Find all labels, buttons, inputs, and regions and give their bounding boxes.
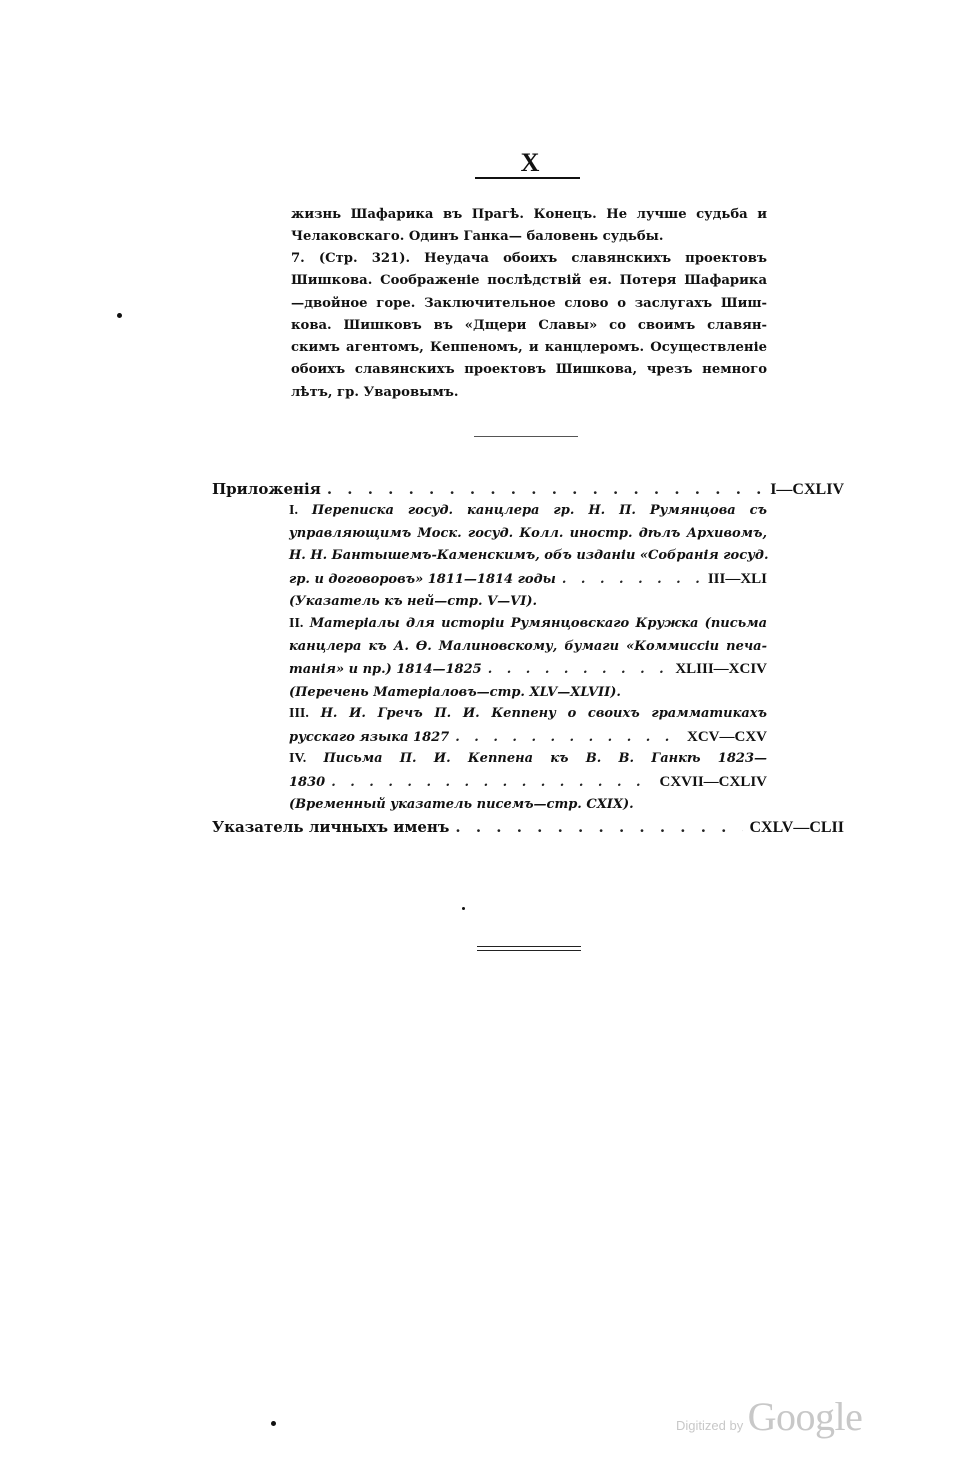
toc-line: управляющимъ Моск. госуд. Колл. иностр. дѣлъ Архивомъ, [289, 525, 767, 541]
item-text: танія» и пр.) 1814—1825 [289, 662, 482, 677]
text-line: лѣтъ, гр. Уваровымъ. [291, 384, 459, 400]
leader-dots [488, 659, 670, 682]
leader-dots [455, 818, 743, 836]
scan-speck [117, 313, 122, 318]
page-number: X [520, 148, 540, 177]
item-text: гр. и договоровъ» 1811—1814 годы [289, 571, 556, 587]
leader-dots [331, 772, 653, 795]
toc-line [289, 703, 767, 726]
toc-line [289, 500, 767, 523]
item-text: Переписка госуд. канцлера гр. Н. П. Румянцова съ [311, 503, 767, 518]
scan-speck [462, 907, 465, 910]
toc-appendices-title: Приложенія [212, 480, 321, 498]
paragraph-continuation [291, 204, 767, 249]
text-line: кова. Шишковъ въ «Дщери Славы» со своимъ славян- [291, 317, 767, 333]
item-pages: CXVII—CXLIV [659, 773, 767, 790]
text-line: 7. (Стр. 321). Неудача обоихъ славянскихъ проектовъ [291, 251, 767, 266]
digitized-watermark [676, 1393, 862, 1440]
leader-dots [455, 727, 681, 750]
toc-index [212, 818, 844, 837]
item-text: русскаго языка 1827 [289, 729, 450, 745]
item-number: IV. [289, 751, 307, 766]
toc-line: (Перечень Матеріаловъ—стр. XLV—XLVII). [289, 684, 621, 700]
item-number: III. [289, 706, 309, 721]
item-number: II. [289, 616, 304, 631]
item-number: I. [289, 503, 298, 518]
toc-index-title: Указатель личныхъ именъ [212, 818, 450, 836]
item-text: 1830 [289, 774, 326, 790]
toc-item-1 [289, 500, 767, 614]
toc-line [289, 771, 767, 795]
toc-line: (Временный указатель писемъ—стр. CXIX). [289, 797, 634, 812]
google-logo: Google [747, 1394, 863, 1439]
toc-line [289, 726, 767, 750]
toc-item-4 [289, 748, 767, 817]
toc-appendices [212, 480, 844, 499]
leader-dots [562, 569, 702, 592]
toc-line: канцлера къ А. Ѳ. Малиновскому, бумаги «Коммиссіи печа- [289, 638, 767, 654]
item-pages: XLIII—XCIV [675, 661, 767, 677]
item-text: Матеріалы для исторіи Румянцовскаго Кружка (письма [309, 616, 767, 631]
leader-dots [327, 480, 764, 498]
toc-item-3 [289, 703, 767, 749]
toc-line: (Указатель къ ней—стр. V—VI). [289, 594, 538, 609]
toc-line [289, 658, 767, 682]
paragraph-chapter-7 [291, 248, 767, 404]
item-text: Н. И. Гречъ П. И. Кеппену о своихъ грамматикахъ [320, 706, 768, 721]
item-text: Письма П. И. Кеппена къ В. В. Ганкѣ 1823— [323, 751, 767, 766]
text-line: обоихъ славянскихъ проектовъ Шишкова, чрезъ немного [291, 362, 767, 378]
header-rule [475, 177, 580, 179]
text-line: Челаковскаго. Одинъ Ганка— баловень судьбы. [291, 229, 664, 245]
end-rule [477, 946, 581, 951]
item-pages: XCV—CXV [687, 728, 767, 745]
item-pages: III—XLI [707, 570, 767, 587]
toc-item-2 [289, 613, 767, 704]
toc-appendices-pages: I—CXLIV [770, 481, 844, 498]
watermark-prefix: Digitized by [676, 1418, 744, 1433]
text-line: —двойное горе. Заключительное слово о заслугахъ Шиш- [291, 295, 767, 311]
text-line: скимъ агентомъ, Кеппеномъ, и канцлеромъ. Осуществленіе [291, 340, 767, 356]
toc-line [289, 613, 767, 636]
toc-line [289, 748, 767, 771]
toc-line: Н. Н. Бантышемъ-Каменскимъ, объ изданіи «Собранія госуд. [289, 548, 769, 563]
text-line: Шишкова. Соображеніе послѣдствій ея. Потеря Шафарика [291, 273, 767, 289]
section-separator [474, 436, 578, 437]
toc-line [289, 568, 767, 592]
toc-index-pages: CXLV—CLII [749, 819, 844, 836]
text-line: жизнь Шафарика въ Прагѣ. Конецъ. Не лучше судьба и [291, 207, 767, 222]
scan-speck [271, 1421, 276, 1426]
